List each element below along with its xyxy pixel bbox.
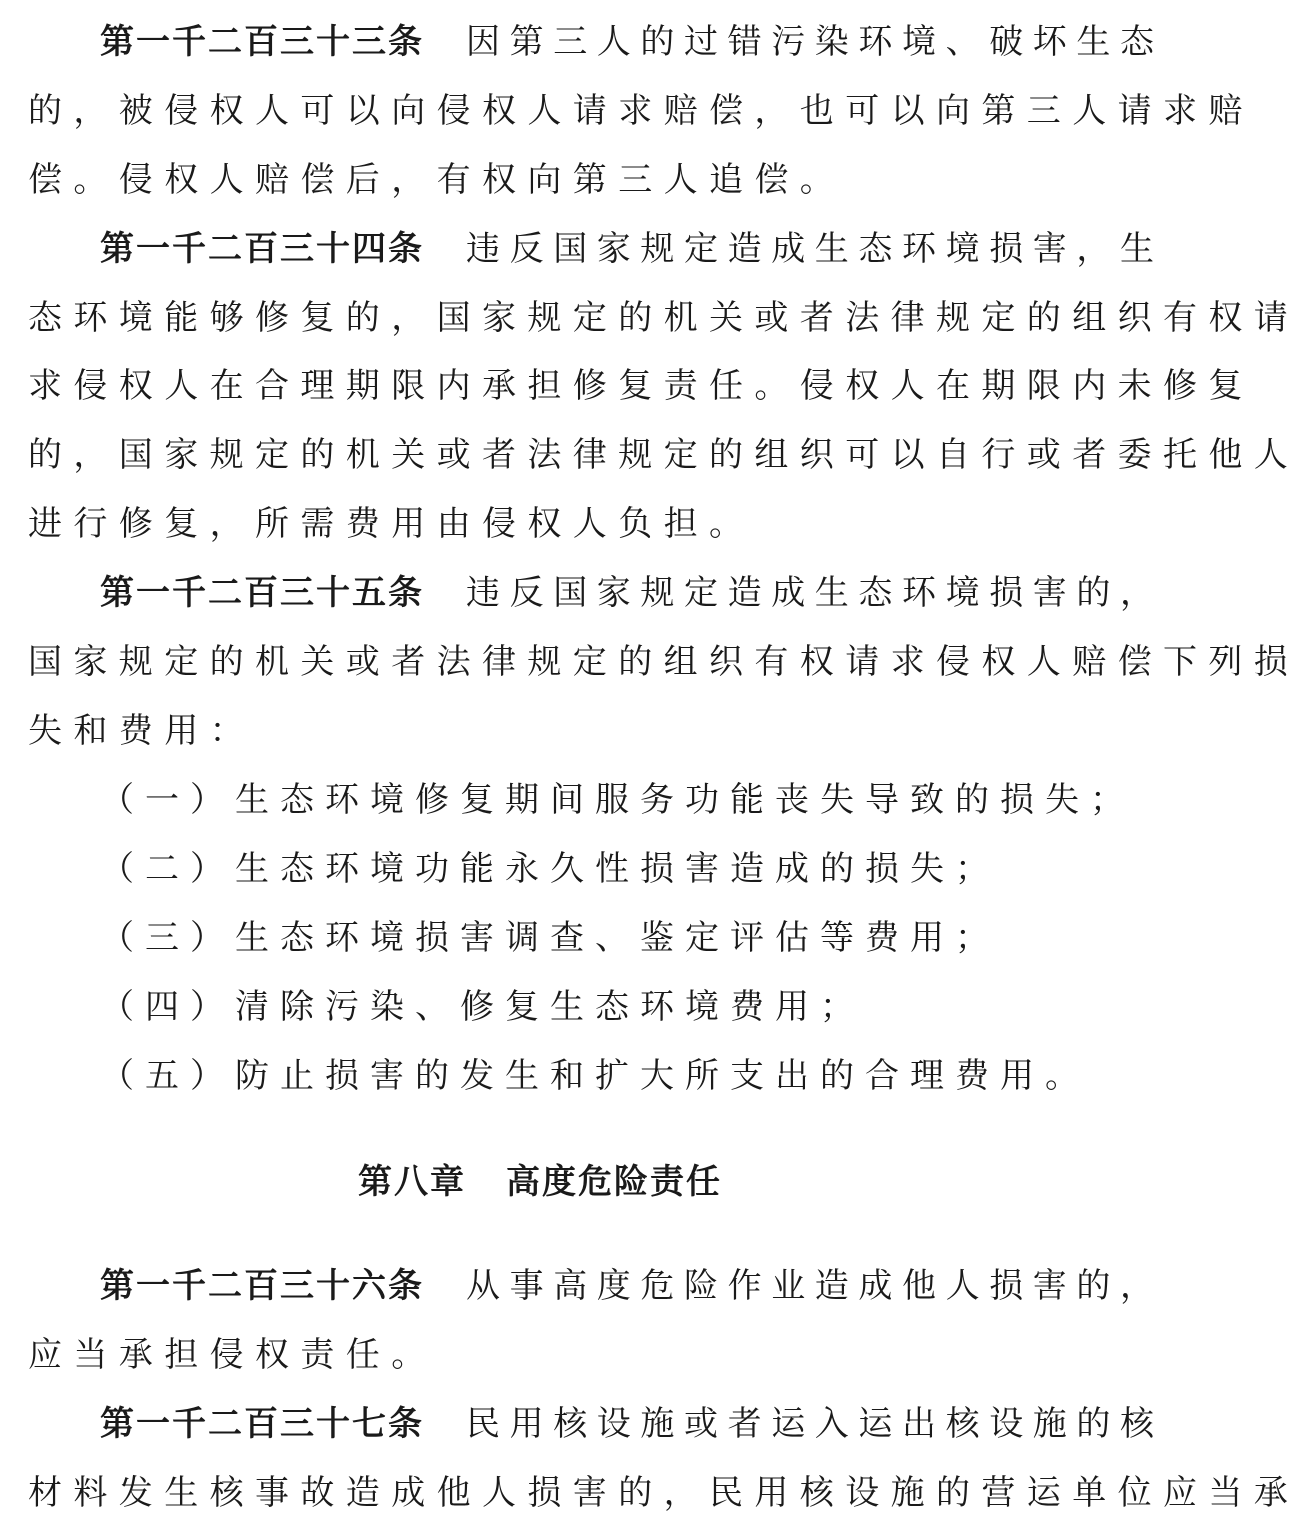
article-1236-line-1 — [100, 1261, 1164, 1311]
list-item: （二）生态环境功能永久性损害造成的损失； — [100, 849, 1000, 889]
chapter-heading — [0, 1156, 1080, 1208]
article-1233-line-2: 的，被侵权人可以向侵权人请求赔偿，也可以向第三人请求赔 — [28, 91, 1254, 131]
article-1237-title: 第一千二百三十七条 — [100, 1404, 424, 1444]
chapter-number: 第八章 — [358, 1162, 466, 1202]
article-1234-line-2: 态环境能够修复的，国家规定的机关或者法律规定的组织有权请 — [28, 298, 1299, 338]
article-1233-line-1 — [100, 17, 1164, 67]
article-1237-text: 民用核设施或者运入运出核设施的核 — [466, 1404, 1164, 1444]
article-1235-line-1 — [100, 568, 1164, 618]
article-1237-line-2: 材料发生核事故造成他人损害的，民用核设施的营运单位应当承 — [28, 1473, 1299, 1513]
article-1234-text: 违反国家规定造成生态环境损害，生 — [466, 229, 1164, 269]
article-1236-line-2: 应当承担侵权责任。 — [28, 1335, 437, 1375]
chapter-name: 高度危险责任 — [506, 1162, 722, 1202]
list-item: （三）生态环境损害调查、鉴定评估等费用； — [100, 918, 1000, 958]
article-1237-line-1 — [100, 1399, 1164, 1449]
article-1235-line-2: 国家规定的机关或者法律规定的组织有权请求侵权人赔偿下列损 — [28, 642, 1299, 682]
article-1235-title: 第一千二百三十五条 — [100, 573, 424, 613]
list-item: （四）清除污染、修复生态环境费用； — [100, 987, 865, 1027]
article-1234-line-5: 进行修复，所需费用由侵权人负担。 — [28, 504, 755, 544]
article-1234-title: 第一千二百三十四条 — [100, 229, 424, 269]
list-item: （五）防止损害的发生和扩大所支出的合理费用。 — [100, 1056, 1090, 1096]
article-1235-line-3: 失和费用： — [28, 711, 255, 751]
list-item: （一）生态环境修复期间服务功能丧失导致的损失； — [100, 780, 1135, 820]
article-1235-text: 违反国家规定造成生态环境损害的， — [466, 573, 1164, 613]
article-1233-title: 第一千二百三十三条 — [100, 22, 424, 62]
article-1236-title: 第一千二百三十六条 — [100, 1266, 424, 1306]
article-1236-text: 从事高度危险作业造成他人损害的， — [466, 1266, 1164, 1306]
article-1234-line-1 — [100, 224, 1164, 274]
article-1234-line-4: 的，国家规定的机关或者法律规定的组织可以自行或者委托他人 — [28, 435, 1299, 475]
article-1233-text: 因第三人的过错污染环境、破坏生态 — [466, 22, 1164, 62]
article-1233-line-3: 偿。侵权人赔偿后，有权向第三人追偿。 — [28, 160, 846, 200]
article-1234-line-3: 求侵权人在合理期限内承担修复责任。侵权人在期限内未修复 — [28, 366, 1254, 406]
